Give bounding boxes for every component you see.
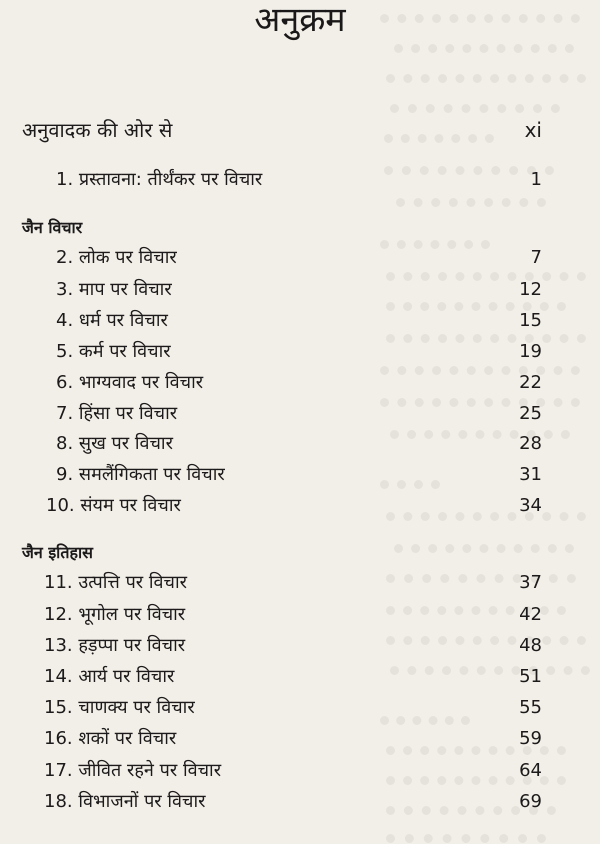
toc-entry — [44, 569, 542, 597]
toc-entry-page: 64 — [519, 760, 542, 781]
toc-entry-label: 5. कर्म पर विचार — [56, 341, 171, 362]
toc-entry-label: अनुवादक की ओर से — [22, 118, 173, 142]
toc-entry-label: 14. आर्य पर विचार — [44, 666, 175, 687]
toc-entry-page: 19 — [519, 341, 542, 362]
page-title: अनुक्रम — [254, 0, 346, 40]
toc-entry-page: 48 — [519, 635, 542, 656]
toc-entry-page: 59 — [519, 728, 542, 749]
toc-entry — [44, 663, 542, 691]
toc-entry — [56, 461, 542, 489]
toc-entry-page: xi — [524, 118, 542, 142]
toc-entry-label: 2. लोक पर विचार — [56, 247, 177, 268]
toc-entry — [56, 244, 542, 272]
toc-entry-label: 8. सुख पर विचार — [56, 433, 173, 454]
toc-entry — [44, 694, 542, 722]
toc-entry-page: 1 — [530, 169, 542, 190]
toc-entry-label: 11. उत्पत्ति पर विचार — [44, 572, 188, 593]
toc-entry-label: 12. भूगोल पर विचार — [44, 604, 186, 625]
toc-entry-label: 18. विभाजनों पर विचार — [44, 791, 206, 812]
toc-entry-page: 55 — [519, 697, 542, 718]
section-heading-jain-thought: जैन विचार — [22, 218, 83, 237]
toc-entry-preface — [22, 116, 542, 144]
toc-entry — [44, 632, 542, 660]
toc-entry-page: 42 — [519, 604, 542, 625]
toc-entry — [56, 430, 542, 458]
toc-entry — [44, 601, 542, 629]
toc-entry-intro — [56, 166, 542, 194]
toc-entry — [56, 369, 542, 397]
toc-entry-page: 51 — [519, 666, 542, 687]
toc-entry-page: 22 — [519, 372, 542, 393]
toc-entry-page: 28 — [519, 433, 542, 454]
toc-entry — [56, 400, 542, 428]
toc-entry-page: 37 — [519, 572, 542, 593]
toc-entry-label: 7. हिंसा पर विचार — [56, 403, 178, 424]
toc-entry-page: 25 — [519, 403, 542, 424]
toc-entry — [56, 338, 542, 366]
toc-entry — [46, 492, 542, 520]
toc-entry-label: 9. समलैंगिकता पर विचार — [56, 464, 225, 485]
toc-entry-page: 7 — [530, 247, 542, 268]
toc-entry — [44, 788, 542, 816]
section-heading-jain-history: जैन इतिहास — [22, 543, 93, 562]
toc-entry-page: 69 — [519, 791, 542, 812]
toc-entry-label: 16. शकों पर विचार — [44, 728, 177, 749]
toc-entry-label: 1. प्रस्तावना: तीर्थंकर पर विचार — [56, 169, 263, 190]
toc-entry-page: 34 — [519, 495, 542, 516]
toc-entry-page: 12 — [519, 279, 542, 300]
toc-entry-label: 15. चाणक्य पर विचार — [44, 697, 195, 718]
toc-entry-page: 31 — [519, 464, 542, 485]
toc-entry-label: 3. माप पर विचार — [56, 279, 172, 300]
toc-entry-label: 10. संयम पर विचार — [46, 495, 181, 516]
toc-entry-label: 6. भाग्यवाद पर विचार — [56, 372, 204, 393]
toc-entry-label: 17. जीवित रहने पर विचार — [44, 760, 222, 781]
toc-entry — [56, 307, 542, 335]
toc-entry — [44, 725, 542, 753]
toc-entry-page: 15 — [519, 310, 542, 331]
toc-entry-label: 13. हड़प्पा पर विचार — [44, 635, 186, 656]
toc-entry — [44, 757, 542, 785]
toc-entry — [56, 276, 542, 304]
toc-entry-label: 4. धर्म पर विचार — [56, 310, 168, 331]
